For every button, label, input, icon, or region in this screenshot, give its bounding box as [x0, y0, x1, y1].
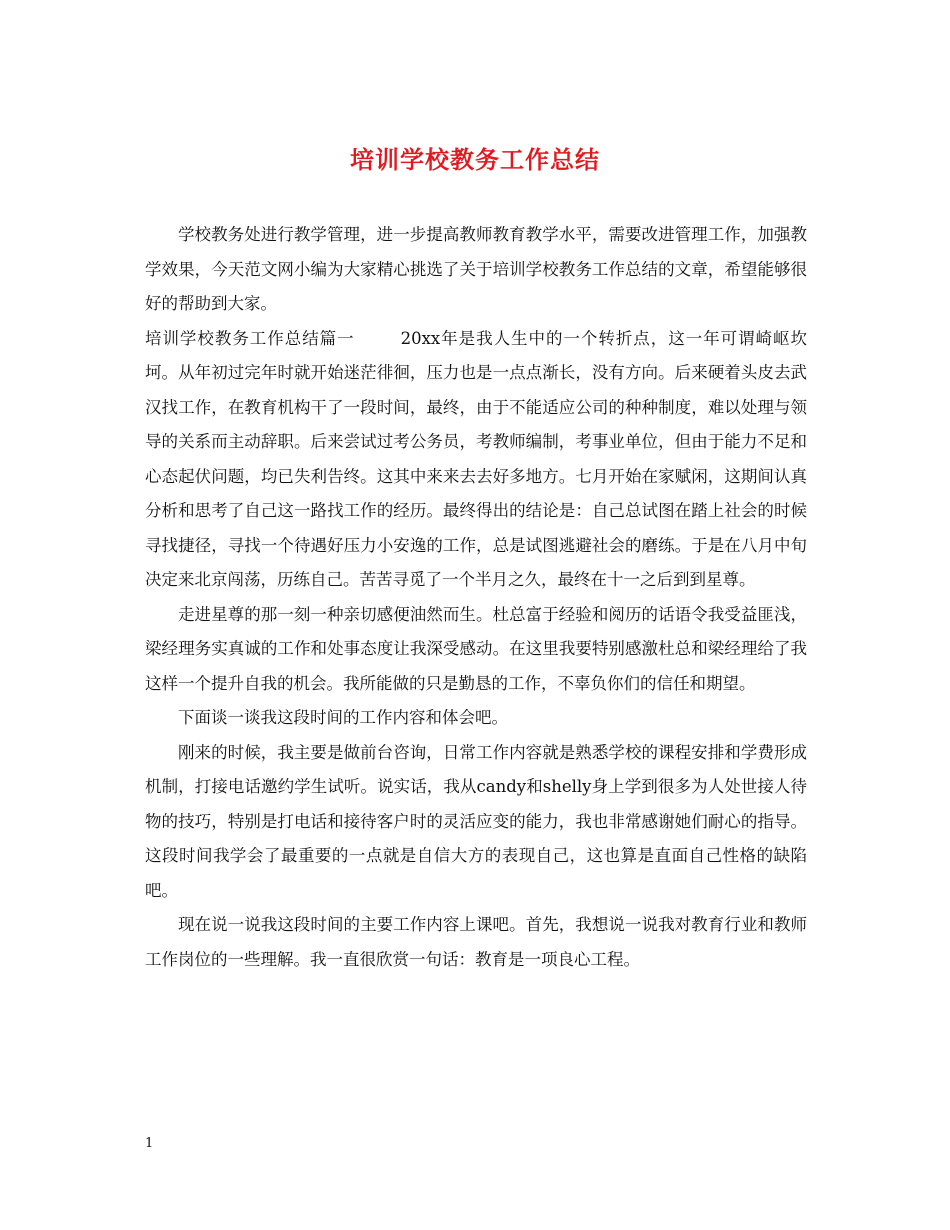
intro-paragraph: 学校教务处进行教学管理，进一步提高教师教育教学水平，需要改进管理工作，加强教学效果，今天范文网小编为大家精心挑选了关于培训学校教务工作总结的文章，希望能够很好的帮助到大家。	[145, 225, 807, 313]
document-title: 培训学校教务工作总结	[350, 145, 600, 174]
page-number: 1	[145, 1136, 154, 1151]
section-heading: 培训学校教务工作总结篇一	[145, 328, 355, 348]
body-paragraph: 走进星尊的那一刻一种亲切感便油然而生。杜总富于经验和阅历的话语令我受益匪浅，梁经理务实真诚的工作和处事态度让我深受感动。在这里我要特别感激杜总和梁经理给了我这样一个提升自我的机会。我所能做的只是勤恳的工作，不辜负你们的信任和期望。	[145, 604, 807, 693]
body-paragraph: 刚来的时候，我主要是做前台咨询，日常工作内容就是熟悉学校的课程安排和学费形成机制，打接电话邀约学生试听。说实话，我从candy和shelly身上学到很多为人处世接人待物的技巧，特别是打电话和接待客户时的灵活应变的能力，我也非常感谢她们耐心的指导。这段时间我学会了最重要的一点就是自信大方的表现自己，这也算是直面自己性格的缺陷吧。	[145, 742, 807, 900]
document-body	[145, 218, 807, 977]
section-first-text: 20xx年是我人生中的一个转折点，这一年可谓崎岖坎坷。从年初过完年时就开始迷茫徘徊，压力也是一点点渐长，没有方向。后来硬着头皮去武汉找工作，在教育机构干了一段时间，最终，由于不能适应公司的种种制度，难以处理与领导的关系而主动辞职。后来尝试过考公务员，考教师编制，考事业单位，但由于能力不足和心态起伏问题，均已失利告终。这其中来来去去好多地方。七月开始在家赋闲，这期间认真分析和思考了自己这一路找工作的经历。最终得出的结论是：自己总试图在踏上社会的时候寻找捷径，寻找一个待遇好压力小安逸的工作，总是试图逃避社会的磨练。于是在八月中旬决定来北京闯荡，历练自己。苦苦寻觅了一个半月之久，最终在十一之后到到星尊。	[145, 328, 808, 589]
body-paragraph: 下面谈一谈我这段时间的工作内容和体会吧。	[178, 708, 508, 727]
body-paragraph: 现在说一说我这段时间的主要工作内容上课吧。首先，我想说一说我对教育行业和教师工作岗位的一些理解。我一直很欣赏一句话：教育是一项良心工程。	[145, 915, 807, 969]
section-first-paragraph	[145, 322, 807, 598]
